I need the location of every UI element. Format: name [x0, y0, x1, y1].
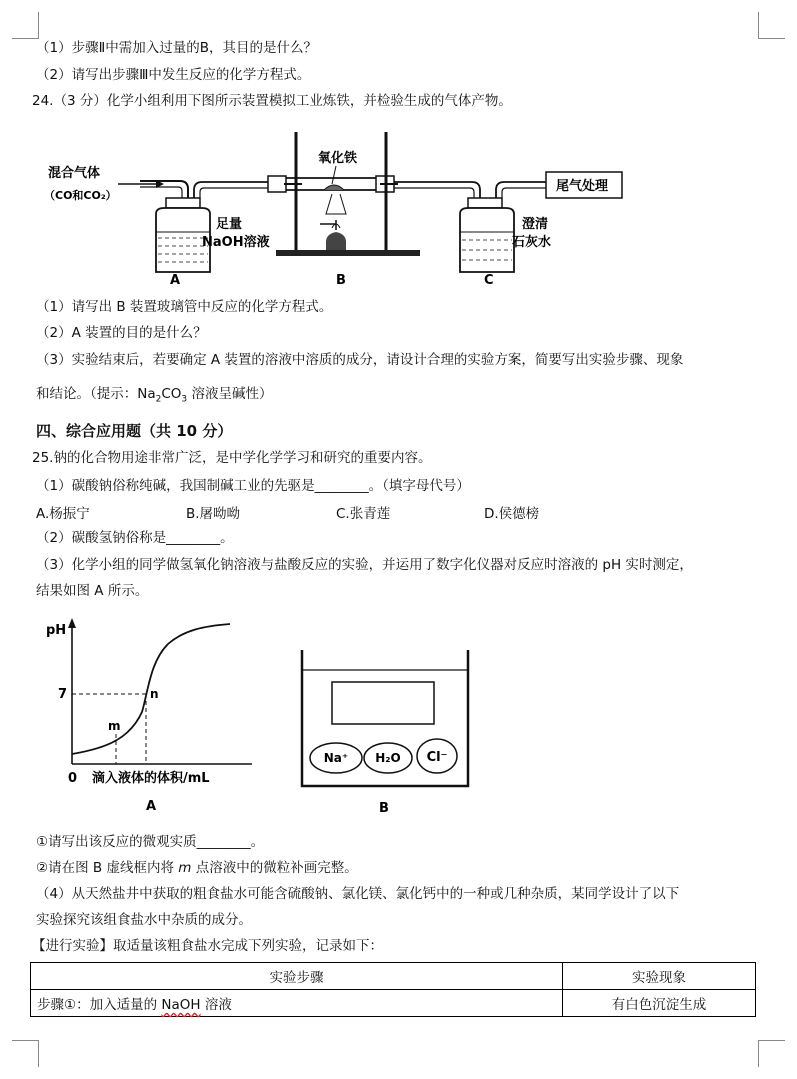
graph-a-caption: A: [146, 799, 157, 814]
q24-part3: （3）实验结束后，若要确定 A 装置的溶液中溶质的成分，请设计合理的实验方案，简要写出实验步骤、现象: [36, 352, 684, 368]
dashed-box: [332, 682, 434, 724]
q23-part1: （1）步骤Ⅱ中需加入过量的B，其目的是什么？: [36, 40, 317, 56]
q25-part3: （3）化学小组的同学做氢氧化钠溶液与盐酸反应的实验，并运用了数字化仪器对反应时溶液的 pH 实时测定，: [36, 557, 693, 573]
label-a: A: [170, 273, 181, 288]
graph-a: [38, 616, 258, 816]
y-tick-7: 7: [58, 687, 68, 702]
option-c: C.张青莲: [336, 506, 391, 522]
naoh-label-2: NaOH溶液: [202, 235, 270, 250]
iron-oxide-label: 氧化铁: [318, 151, 358, 166]
crop-mark-top-left: [12, 12, 39, 39]
q25-sub1: ①请写出该反应的微观实质________。: [36, 834, 265, 850]
apparatus-figure: [40, 128, 640, 290]
gas-label-2: （CO和CO₂）: [44, 189, 117, 202]
point-n-label: n: [150, 687, 159, 701]
q24-stem: 24.（3 分）化学小组利用下图所示装置模拟工业炼铁，并检验生成的气体产物。: [32, 93, 512, 109]
table-header-row: [31, 963, 756, 990]
option-b: B.屠呦呦: [186, 506, 241, 522]
q25-options: [36, 502, 736, 522]
limewater-label-1: 澄清: [522, 217, 549, 232]
section-4-heading: 四、综合应用题（共 10 分）: [36, 422, 233, 440]
q25-part2: （2）碳酸氢钠俗称是________。: [36, 530, 234, 546]
crop-mark-bottom-left: [12, 1040, 39, 1067]
table-row: [31, 990, 756, 1017]
ion-na-label: Na⁺: [323, 751, 349, 765]
q24-part1: （1）请写出 B 装置玻璃管中反应的化学方程式。: [36, 299, 333, 315]
label-c: C: [484, 273, 494, 288]
table-cell-step: 步骤①：加入适量的 NaOH 溶液: [31, 990, 563, 1017]
naoh-label-1: 足量: [216, 217, 243, 232]
label-b: B: [336, 273, 346, 288]
tail-gas-label: 尾气处理: [556, 179, 609, 194]
q24-part3-continued: 和结论。（提示：$Na_2CO_3$ 溶液呈碱性）: [36, 386, 273, 405]
option-a: A.杨振宁: [36, 506, 90, 522]
figure-b-caption: B: [379, 801, 389, 816]
figure-b: [296, 646, 476, 816]
point-m-label: m: [108, 719, 121, 733]
q25-part3-continued: 结果如图 A 所示。: [36, 583, 149, 599]
gas-label-1: 混合气体: [48, 166, 101, 181]
limewater-label-2: 石灰水: [512, 235, 552, 250]
option-d: D.侯德榜: [484, 506, 540, 522]
q23-part2: （2）请写出步骤Ⅲ中发生反应的化学方程式。: [36, 67, 311, 83]
experiment-table: [30, 962, 756, 1017]
table-header-step: 实验步骤: [31, 963, 563, 990]
q25-part1: （1）碳酸钠俗称纯碱，我国制碱工业的先驱是________。（填字母代号）: [36, 478, 470, 494]
q25-part4: （4）从天然盐井中获取的粗食盐水可能含硫酸钠、氯化镁、氯化钙中的一种或几种杂质，某同学设计了以下: [36, 886, 680, 902]
crop-mark-top-right: [758, 12, 785, 39]
q25-stem: 25.钠的化合物用途非常广泛，是中学化学学习和研究的重要内容。: [32, 450, 432, 466]
q25-sub2: ②请在图 B 虚线框内将 m 点溶液中的微粒补画完整。: [36, 860, 358, 876]
x-axis-label: 滴入液体的体积/mL: [92, 771, 210, 786]
y-axis-label: pH: [46, 623, 67, 638]
alcohol-lamp: [320, 194, 346, 250]
ion-water-label: H₂O: [375, 751, 401, 765]
q24-part2: （2）A 装置的目的是什么？: [36, 325, 207, 341]
table-header-observation: 实验现象: [563, 963, 756, 990]
q25-part4-experiment: 【进行实验】取适量该粗食盐水完成下列实验，记录如下：: [32, 938, 383, 954]
q25-part4-continued: 实验探究该组食盐水中杂质的成分。: [36, 912, 252, 928]
ion-cl-label: Cl⁻: [426, 750, 448, 765]
crop-mark-bottom-right: [758, 1040, 785, 1067]
origin-label: 0: [68, 771, 78, 786]
bottle-a: [156, 182, 270, 272]
table-cell-observation: 有白色沉淀生成: [563, 990, 756, 1017]
